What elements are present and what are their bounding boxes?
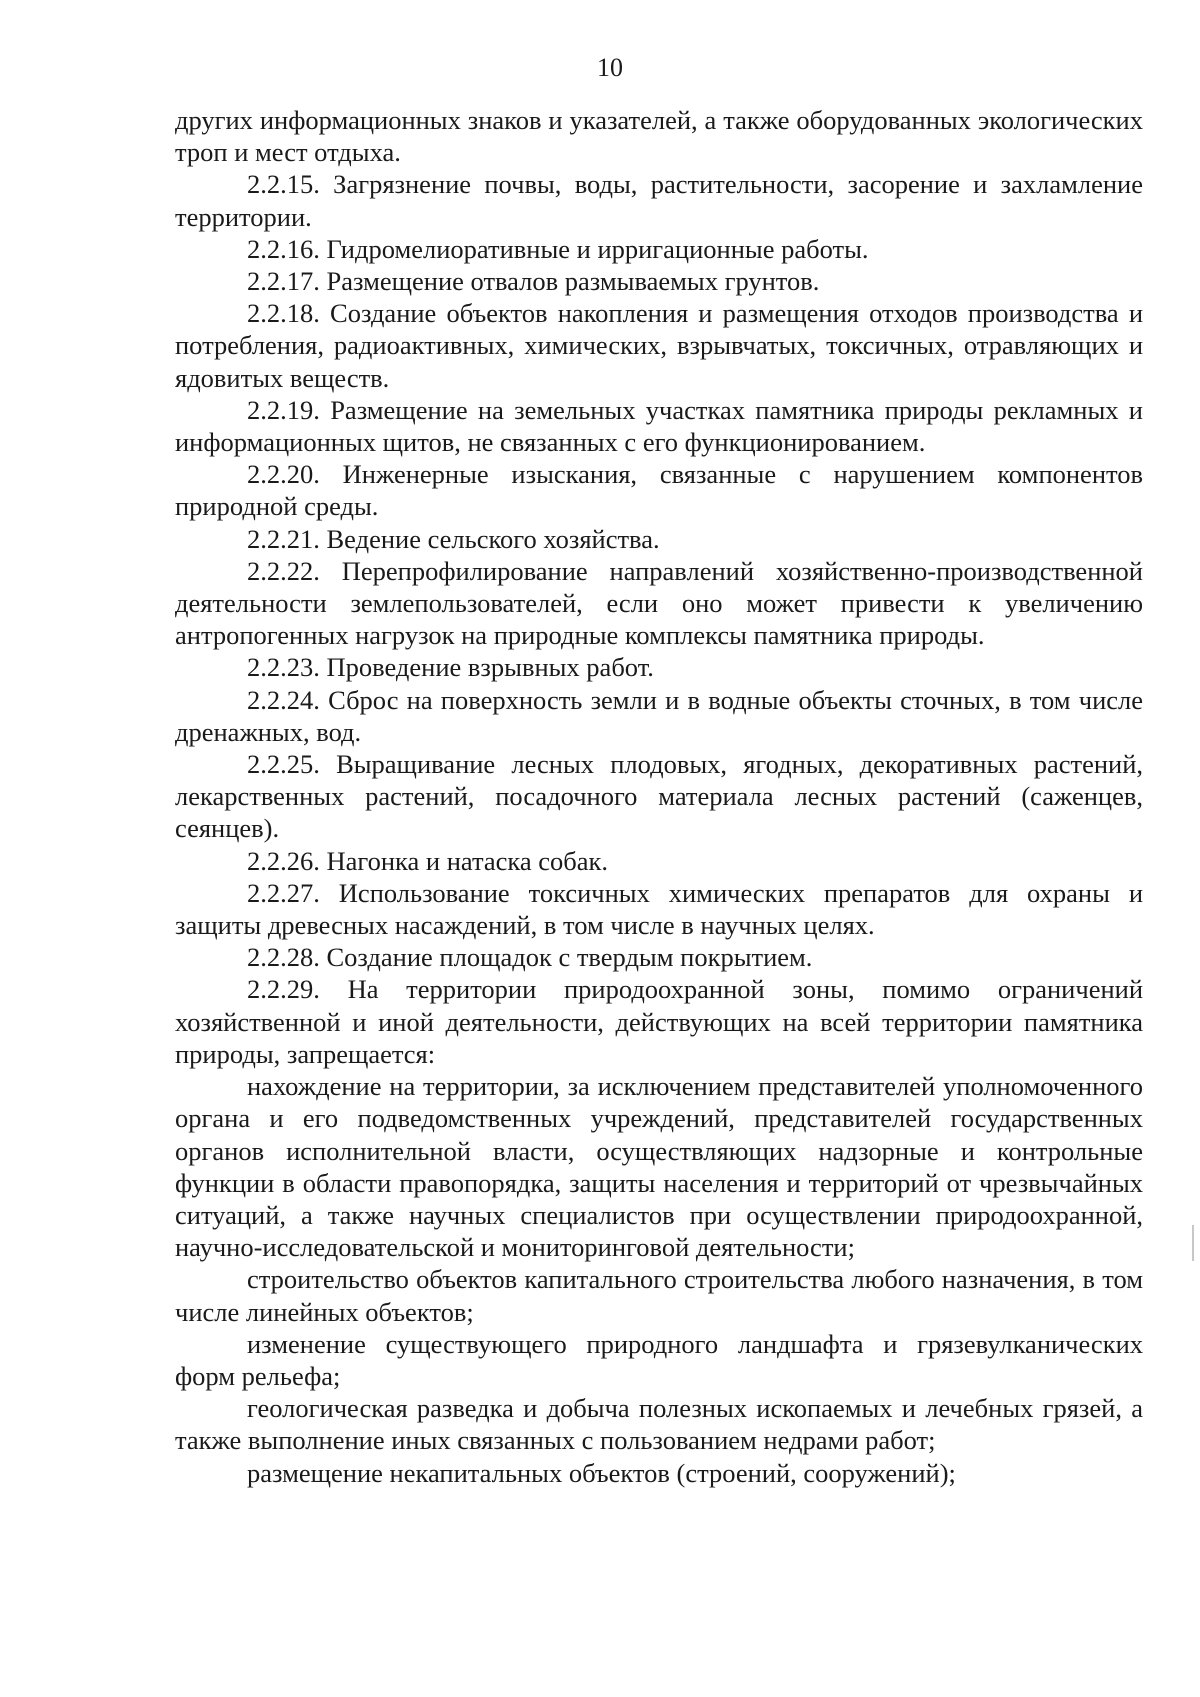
paragraph-2-2-27: 2.2.27. Использование токсичных химических препаратов для охраны и защиты древесных насаждений, в том числе в научных целях. bbox=[175, 877, 1143, 941]
paragraph-2-2-18: 2.2.18. Создание объектов накопления и размещения отходов производства и потребления, радиоактивных, химических, взрывчатых, токсичных, отравляющих и ядовитых веществ. bbox=[175, 298, 1143, 393]
paragraph-2-2-24: 2.2.24. Сброс на поверхность земли и в водные объекты сточных, в том числе дренажных, вод. bbox=[175, 684, 1143, 747]
scan-edge-mark bbox=[1192, 1225, 1194, 1261]
paragraph-2-2-17: 2.2.17. Размещение отвалов размываемых грунтов. bbox=[247, 266, 820, 297]
paragraph-2-2-25: 2.2.25. Выращивание лесных плодовых, ягодных, декоративных растений, лекарственных растений, посадочного материала лесных растений (саженцев, сеянцев). bbox=[175, 749, 1143, 844]
paragraph-continuation: других информационных знаков и указателей, а также оборудованных экологических троп и мест отдыха. bbox=[175, 105, 1143, 168]
prohibition-item-geology: геологическая разведка и добыча полезных ископаемых и лечебных грязей, а также выполнение иных связанных с пользованием недрами работ; bbox=[175, 1393, 1143, 1456]
prohibition-item-noncapital: размещение некапитальных объектов (строений, сооружений); bbox=[247, 1457, 956, 1488]
prohibition-item-presence: нахождение на территории, за исключением представителей уполномоченного органа и его подведомственных учреждений, представителей государственных органов исполнительной власти, осуществляющих надзорные и контрольные функции в области правопорядка, защиты населения и территорий от чрезвычайных ситуаций, а также научных специалистов при осуществлении природоохранной, научно-исследовательской и мониторинговой деятельности; bbox=[175, 1071, 1143, 1263]
document-body bbox=[175, 104, 1143, 1489]
paragraph-2-2-28: 2.2.28. Создание площадок с твердым покрытием. bbox=[247, 942, 813, 973]
paragraph-2-2-26: 2.2.26. Нагонка и натаска собак. bbox=[247, 845, 609, 876]
paragraph-2-2-16: 2.2.16. Гидромелиоративные и ирригационные работы. bbox=[247, 233, 869, 264]
page-number: 10 bbox=[597, 53, 623, 82]
paragraph-2-2-22: 2.2.22. Перепрофилирование направлений хозяйственно-производственной деятельности землепользователей, если оно может привести к увеличению антропогенных нагрузок на природные комплексы памятника природы. bbox=[175, 555, 1143, 651]
paragraph-2-2-29: 2.2.29. На территории природоохранной зоны, помимо ограничений хозяйственной и иной деятельности, действующих на всей территории памятника природы, запрещается: bbox=[175, 974, 1143, 1069]
paragraph-2-2-15: 2.2.15. Загрязнение почвы, воды, растительности, засорение и захламление территории. bbox=[175, 169, 1143, 232]
paragraph-2-2-23: 2.2.23. Проведение взрывных работ. bbox=[247, 652, 654, 683]
prohibition-item-construction: строительство объектов капитального строительства любого назначения, в том числе линейных объектов; bbox=[175, 1264, 1143, 1327]
paragraph-2-2-20: 2.2.20. Инженерные изыскания, связанные с нарушением компонентов природной среды. bbox=[175, 459, 1143, 522]
prohibition-item-landscape: изменение существующего природного ландшафта и грязевулканических форм рельефа; bbox=[175, 1328, 1143, 1391]
paragraph-2-2-21: 2.2.21. Ведение сельского хозяйства. bbox=[247, 523, 660, 554]
paragraph-2-2-19: 2.2.19. Размещение на земельных участках памятника природы рекламных и информационных щитов, не связанных с его функционированием. bbox=[175, 394, 1143, 458]
